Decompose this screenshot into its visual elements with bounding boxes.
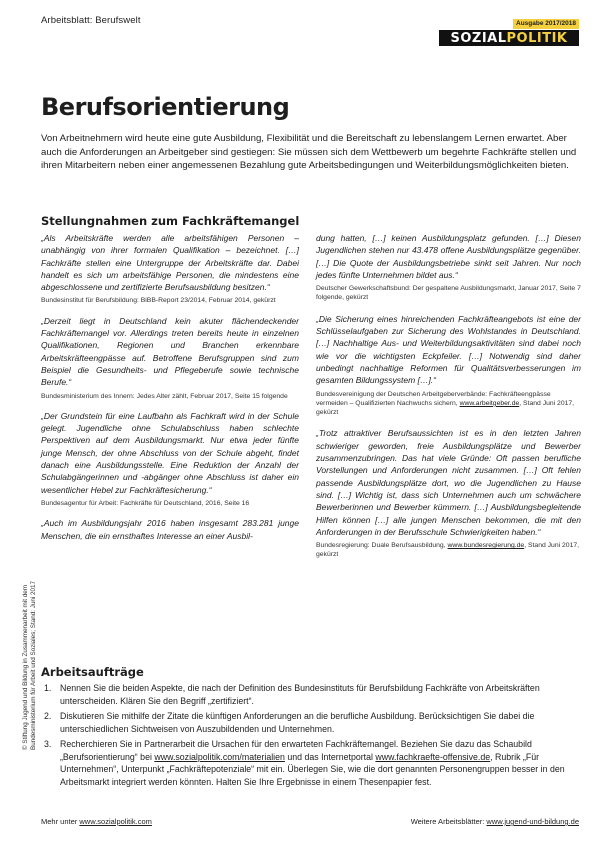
source-text: Bundesvereinigung der Deutschen Arbeitgeberverbände: Fachkräfteengpässe vermeiden – Qualifizierten Nachwuchs sichern,: [316, 390, 551, 407]
tasks-title: Arbeitsaufträge: [41, 665, 144, 679]
source-link[interactable]: www.bundesregierung.de: [447, 542, 525, 550]
footer-jugend-bildung-link[interactable]: www.jugend-und-bildung.de: [486, 817, 579, 826]
page-title: Berufsorientierung: [41, 93, 290, 121]
task-number: 1.: [44, 683, 52, 693]
task-item: [44, 738, 582, 788]
source-link[interactable]: www.arbeitgeber.de: [459, 399, 520, 407]
quote-source: Bundesinstitut für Berufsbildung: BiBB-Report 23/2014, Februar 2014, gekürzt: [41, 297, 276, 305]
intro-paragraph: Von Arbeitnehmern wird heute eine gute Ausbildung, Flexibilität und die Bereitschaft zu lebenslangem Lernen erwartet. Aber auch die Anforderungen an Arbeitgeber sind gestiegen: Sie müssen sich dem Wettbewerb um begehrte Fachkräfte stellen und ihren Mitarbeitern neben einer angemessenen Bezahlung gute Arbeitsbedingungen und Weiterbildungsmöglichkeiten bieten.: [41, 133, 577, 171]
quote-block: [41, 410, 299, 508]
footer-left: [41, 817, 152, 826]
quote-source: Bundesagentur für Arbeit: Fachkräfte für Deutschland, 2016, Seite 16: [41, 499, 250, 507]
quote-text: „Auch im Ausbildungsjahr 2016 haben insgesamt 283.281 junge Menschen, die ein ernsthaftes Interesse an einer Ausbil-: [41, 518, 299, 541]
sozialpolitik-materialien-link[interactable]: www.sozialpolitik.com/materialien: [154, 751, 285, 762]
quote-text: „Trotz attraktiver Berufsaussichten ist es in den letzten Jahren schwieriger geworden, freie Ausbildungsplätze und Bewerber zusammenzubringen. Das hat viele Gründe: Oft passen berufliche Vorstellungen und Anforderungen nicht zusammen. […] Oft fehlen passende Ausbildungsplätze dort, wo die Jugendlichen zu Hause sind. […] Wichtig ist, dass sich Unternehmen auch um schwächere Bewerberinnen und Bewerber kümmern. […] Ausbildungsbegleitende Hilfen können […] alle jungen Menschen bekommen, die mit den Anforderungen in der Berufsschule Schwierigkeiten haben.“: [316, 428, 581, 537]
task-text: Diskutieren Sie mithilfe der Zitate die künftigen Anforderungen an die berufliche Ausbildung. Berücksichtigen Sie dabei die unterschiedlichen Sichtweisen von Auszubildenden und Unternehmen.: [60, 711, 535, 734]
task-item: [44, 710, 582, 735]
quote-block: [316, 427, 581, 559]
footer-right: [411, 817, 579, 826]
quote-source: [316, 541, 581, 560]
issue-badge: Ausgabe 2017/2018: [513, 19, 579, 29]
quote-text: „Derzeit liegt in Deutschland kein akuter flächendeckender Fachkräftemangel vor. Allerdings treten bereits heute in einzelnen Qualifikationen, Regionen und Branchen erkennbare Arbeitskräfteengpässe auf. Betroffene Berufsgruppen sind zum Beispiel die Gesundheits- und Pflegeberufe sowie technische Berufe.“: [41, 315, 299, 388]
sozialpolitik-logo: [439, 30, 579, 46]
source-text: Bundesregierung: Duale Berufsausbildung,: [316, 542, 448, 550]
tasks-list: [44, 682, 582, 791]
source-text: , Stand Juni 2017, gekürzt: [316, 542, 580, 559]
quotes-right-column: [316, 232, 581, 560]
quote-block: [316, 232, 581, 303]
task-text: Recherchieren Sie in Partnerarbeit die Ursachen für den erwarteten Fachkräftemangel. Beziehen Sie dazu das Schaubild „Berufsorientierung“ bei: [60, 739, 532, 762]
task-text: und das Internetportal: [284, 751, 376, 762]
task-text: Nennen Sie die beiden Aspekte, die nach der Definition des Bundesinstituts für Berufsbildung Fachkräfte von Arbeitskräften unterscheiden. Klären Sie den Begriff „zertifiziert“.: [60, 683, 540, 706]
footer-label: Mehr unter: [41, 817, 80, 826]
quote-source: Deutscher Gewerkschaftsbund: Der gespaltene Ausbildungsmarkt, Januar 2017, Seite 7 folgende, gekürzt: [316, 285, 581, 302]
quote-block: [316, 313, 581, 418]
quote-block: [41, 232, 299, 306]
logo-part1: SOZIAL: [450, 30, 507, 46]
quote-source: Bundesministerium des Innern: Jedes Alter zählt, Februar 2017, Seite 15 folgende: [41, 392, 288, 400]
footer-label: Weitere Arbeitsblätter:: [410, 817, 487, 826]
worksheet-label: Arbeitsblatt: Berufswelt: [41, 15, 141, 26]
copyright-text: © Stiftung Jugend und Bildung in Zusammenarbeit mit dem Bundesministerium für Arbeit und Soziales; Stand: Juni 2017: [22, 580, 37, 750]
quote-text: „Der Grundstein für eine Laufbahn als Fachkraft wird in der Schule gelegt. Jugendliche ohne Schulabschluss haben schlechte Perspektiven auf dem Ausbildungsmarkt. Nur etwa jeder fünfte junge Mensch, der ohne Abschluss von der Schule abgeht, findet danach eine Ausbildungsstelle. Eine Reduktion der Anzahl der Schulabgängerinnen und -abgänger ohne Abschluss ist daher ein wesentlicher Hebel zur Fachkräftesicherung.“: [41, 410, 299, 495]
footer-sozialpolitik-link[interactable]: www.sozialpolitik.com: [79, 817, 152, 826]
quote-block: [41, 517, 299, 542]
task-number: 3.: [44, 739, 52, 749]
source-text: , Stand Juni 2017, gekürzt: [316, 399, 575, 417]
quote-text: „Die Sicherung eines hinreichenden Fachkräfteangebots ist eine der Schlüsselaufgaben zur Sicherung des Wohlstandes in Deutschland. […] Nachhaltige Aus- und Weiterbildungsaktivitäten sind dabei noch wie vor die wichtigsten Eckpfeiler. […] Notwendig sind daher unbedingt nachhaltige Reformen für Qualitätsverbesserungen im gesamten Bildungssystem […].“: [316, 313, 581, 386]
fachkraefte-offensive-link[interactable]: www.fachkraefte-offensive.de: [375, 751, 491, 762]
section-title: Stellungnahmen zum Fachkräftemangel: [41, 214, 300, 228]
quote-text: „Als Arbeitskräfte werden alle arbeitsfähigen Personen – unabhängig von ihrer formalen Qualifikation – bezeichnet. […] Fachkräfte stellen eine Untergruppe der Arbeitskräfte dar. Dabei handelt es sich um arbeitsfähige Personen, die mindestens eine abgeschlossene und zertifizierte Berufsausbildung besitzen.“: [41, 233, 299, 293]
task-text: , Rubrik „Für Unternehmen“, Unterpunkt „Fachkräftepotenziale“ mit ein. Überlegen Sie, wie die dort genannten Personengruppen besser in den Arbeitsmarkt integriert werden könnten. Halten Sie Ihre Ergebnisse in einem Thesenpapier fest.: [60, 751, 565, 787]
copyright-sidebar: [2, 572, 42, 752]
quote-text: dung hatten, […] keinen Ausbildungsplatz gefunden. […] Diesen Jugendlichen stehen nur 43.478 offene Ausbildungsplätze gegenüber. […] Die Quote der Ausbildungsbetriebe sinkt seit Jahren. Nur noch jedes fünfte Unternehmen bildet aus.“: [316, 233, 581, 280]
quote-block: [41, 315, 299, 401]
task-number: 2.: [44, 711, 52, 721]
task-item: [44, 682, 582, 707]
quote-source: [316, 390, 581, 418]
logo-part2: POLITIK: [506, 30, 568, 46]
quotes-left-column: [41, 232, 299, 542]
